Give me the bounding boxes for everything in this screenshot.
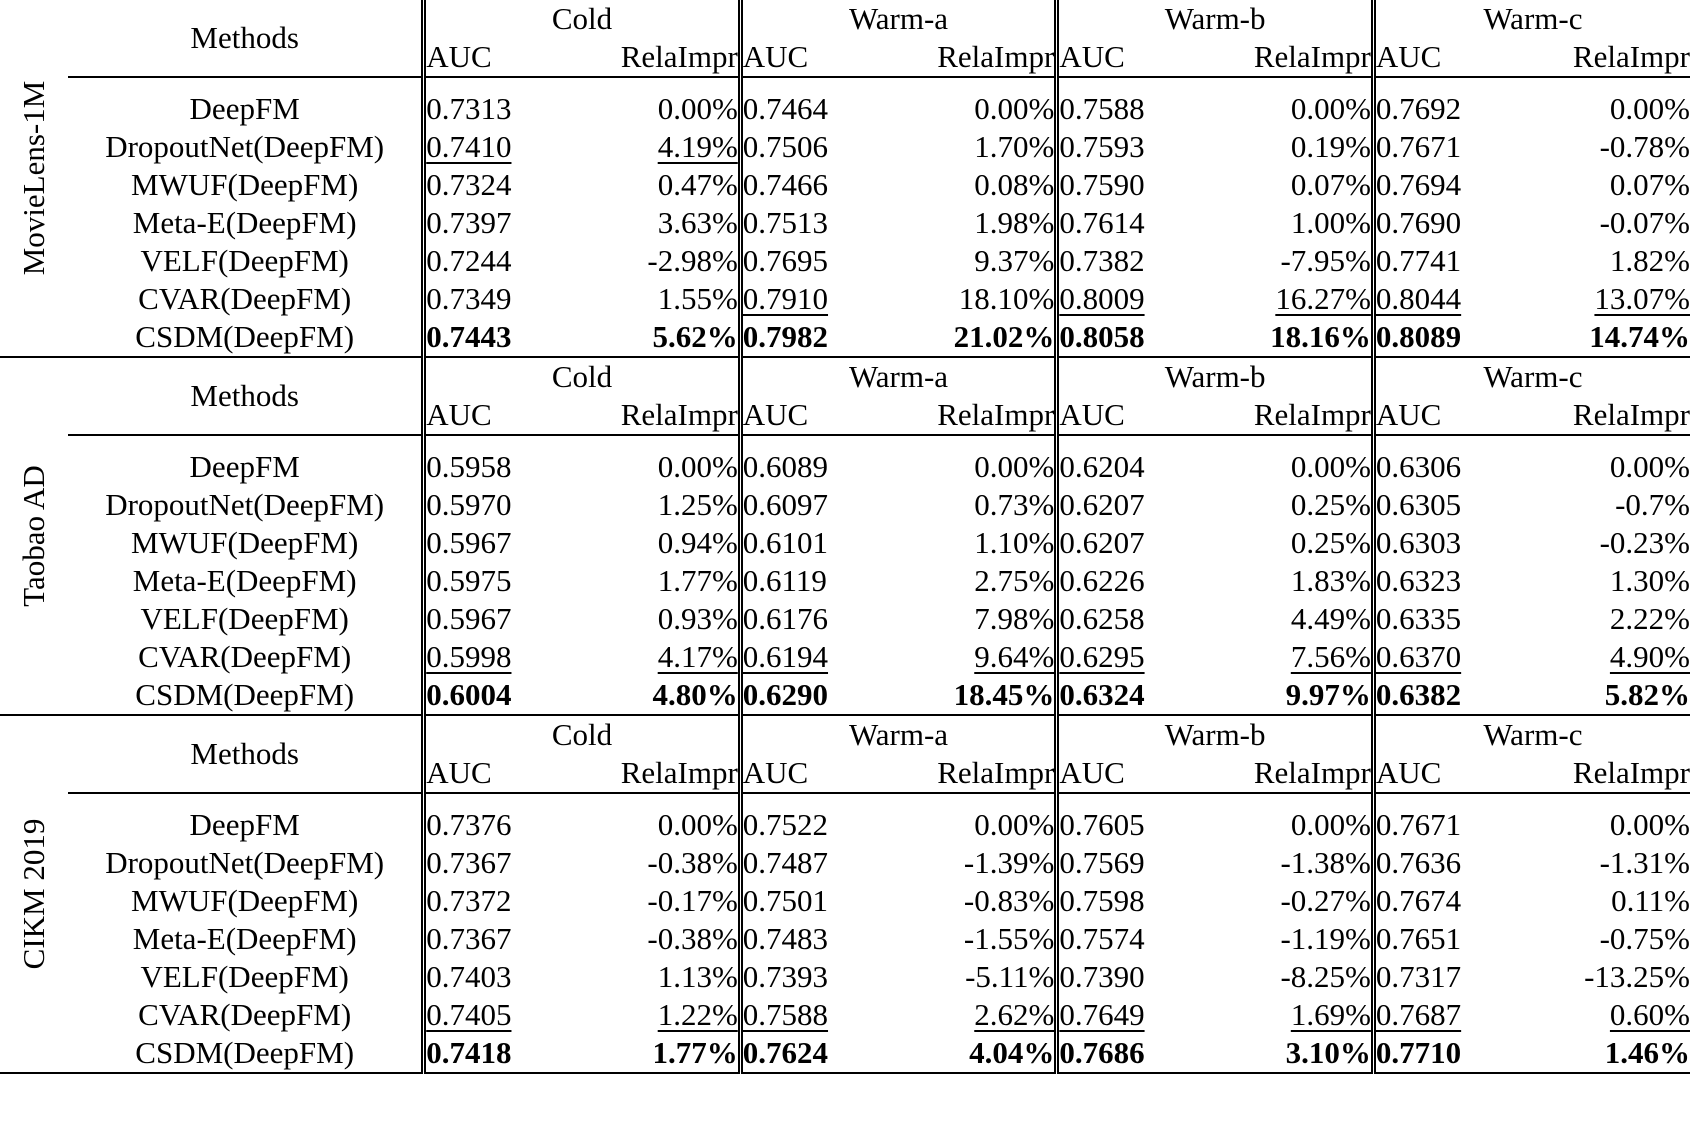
subheader-auc: AUC bbox=[424, 396, 524, 435]
relaimpr-value: 0.00% bbox=[1609, 91, 1690, 126]
auc-value: 0.7349 bbox=[426, 281, 512, 316]
relaimpr-value: 18.10% bbox=[958, 281, 1055, 316]
relaimpr-value: -1.39% bbox=[963, 845, 1055, 880]
relaimpr-value: -1.55% bbox=[963, 921, 1055, 956]
auc-value: 0.6382 bbox=[1375, 677, 1462, 712]
auc-value: 0.6306 bbox=[1375, 449, 1462, 484]
subheader-auc: AUC bbox=[424, 754, 524, 793]
subheader-relaimpr: RelaImpr bbox=[840, 754, 1056, 793]
relaimpr-value: 0.00% bbox=[1290, 91, 1371, 126]
subheader-auc: AUC bbox=[1373, 38, 1473, 77]
auc-value: 0.7410 bbox=[426, 129, 512, 164]
relaimpr-value: 16.27% bbox=[1275, 281, 1371, 316]
relaimpr-value: -1.38% bbox=[1280, 845, 1371, 880]
subheader-auc: AUC bbox=[1057, 396, 1157, 435]
auc-value: 0.7590 bbox=[1059, 167, 1145, 202]
auc-value: 0.6295 bbox=[1059, 639, 1145, 674]
table-row bbox=[0, 638, 1690, 676]
table-row bbox=[0, 486, 1690, 524]
relaimpr-value: 0.00% bbox=[657, 449, 738, 484]
header-group-row bbox=[0, 715, 1690, 754]
auc-value: 0.7464 bbox=[742, 91, 829, 126]
subheader-relaimpr: RelaImpr bbox=[524, 38, 740, 77]
auc-value: 0.7403 bbox=[426, 959, 512, 994]
auc-value: 0.7598 bbox=[1059, 883, 1145, 918]
relaimpr-value: 4.80% bbox=[652, 677, 738, 712]
auc-value: 0.7695 bbox=[742, 243, 829, 278]
auc-value: 0.7593 bbox=[1059, 129, 1145, 164]
auc-value: 0.7982 bbox=[742, 319, 829, 354]
dataset-label: MovieLens-1M bbox=[16, 80, 52, 276]
relaimpr-value: 3.63% bbox=[657, 205, 738, 240]
relaimpr-value: 1.77% bbox=[652, 1035, 738, 1070]
auc-value: 0.8058 bbox=[1059, 319, 1145, 354]
spacer-row bbox=[0, 435, 1690, 448]
relaimpr-value: 0.00% bbox=[974, 807, 1055, 842]
method-name: VELF(DeepFM) bbox=[140, 243, 349, 278]
table-row bbox=[0, 920, 1690, 958]
relaimpr-value: 2.22% bbox=[1609, 601, 1690, 636]
relaimpr-value: 5.82% bbox=[1604, 677, 1690, 712]
auc-value: 0.6089 bbox=[742, 449, 829, 484]
subheader-auc: AUC bbox=[1057, 754, 1157, 793]
method-name: CVAR(DeepFM) bbox=[138, 997, 352, 1032]
auc-value: 0.7569 bbox=[1059, 845, 1145, 880]
relaimpr-value: 1.69% bbox=[1290, 997, 1371, 1032]
auc-value: 0.7513 bbox=[742, 205, 829, 240]
relaimpr-value: -0.78% bbox=[1599, 129, 1690, 164]
auc-value: 0.7367 bbox=[426, 845, 512, 880]
auc-value: 0.7614 bbox=[1059, 205, 1145, 240]
relaimpr-value: -0.27% bbox=[1280, 883, 1371, 918]
group-header-cold: Cold bbox=[424, 715, 741, 754]
spacer-row bbox=[0, 77, 1690, 90]
relaimpr-value: 2.75% bbox=[974, 563, 1055, 598]
relaimpr-value: 4.49% bbox=[1290, 601, 1371, 636]
auc-value: 0.5970 bbox=[426, 487, 512, 522]
method-name: CVAR(DeepFM) bbox=[138, 281, 352, 316]
methods-header: Methods bbox=[68, 715, 424, 793]
table-row bbox=[0, 562, 1690, 600]
relaimpr-value: 4.90% bbox=[1609, 639, 1690, 674]
auc-value: 0.6176 bbox=[742, 601, 829, 636]
auc-value: 0.7588 bbox=[742, 997, 829, 1032]
table-row bbox=[0, 204, 1690, 242]
subheader-relaimpr: RelaImpr bbox=[524, 754, 740, 793]
relaimpr-value: 1.83% bbox=[1290, 563, 1371, 598]
subheader-auc: AUC bbox=[1373, 754, 1473, 793]
subheader-relaimpr: RelaImpr bbox=[1474, 396, 1690, 435]
auc-value: 0.7522 bbox=[742, 807, 829, 842]
method-name: DropoutNet(DeepFM) bbox=[105, 487, 385, 522]
method-name: Meta-E(DeepFM) bbox=[132, 563, 357, 598]
subheader-auc: AUC bbox=[740, 38, 840, 77]
relaimpr-value: 0.00% bbox=[1609, 449, 1690, 484]
subheader-auc: AUC bbox=[740, 396, 840, 435]
auc-value: 0.6207 bbox=[1059, 525, 1145, 560]
relaimpr-value: 18.16% bbox=[1270, 319, 1371, 354]
auc-value: 0.7687 bbox=[1375, 997, 1462, 1032]
table-row bbox=[0, 806, 1690, 844]
relaimpr-value: 1.70% bbox=[974, 129, 1055, 164]
auc-value: 0.7393 bbox=[742, 959, 829, 994]
auc-value: 0.7686 bbox=[1059, 1035, 1145, 1070]
method-name: MWUF(DeepFM) bbox=[131, 525, 359, 560]
group-header-warm-c: Warm-c bbox=[1373, 0, 1690, 38]
table-row bbox=[0, 1034, 1690, 1073]
relaimpr-value: 1.55% bbox=[657, 281, 738, 316]
group-header-warm-a: Warm-a bbox=[740, 715, 1057, 754]
auc-value: 0.7443 bbox=[426, 319, 512, 354]
auc-value: 0.7397 bbox=[426, 205, 512, 240]
auc-value: 0.7741 bbox=[1375, 243, 1462, 278]
method-name: DeepFM bbox=[189, 449, 300, 484]
relaimpr-value: 0.19% bbox=[1290, 129, 1371, 164]
table-row bbox=[0, 90, 1690, 128]
auc-value: 0.7506 bbox=[742, 129, 829, 164]
dataset-label-cell bbox=[0, 0, 68, 357]
subheader-relaimpr: RelaImpr bbox=[1157, 38, 1373, 77]
relaimpr-value: 7.98% bbox=[974, 601, 1055, 636]
relaimpr-value: 0.00% bbox=[1609, 807, 1690, 842]
relaimpr-value: 1.30% bbox=[1609, 563, 1690, 598]
subheader-relaimpr: RelaImpr bbox=[1474, 38, 1690, 77]
group-header-warm-b: Warm-b bbox=[1057, 357, 1374, 396]
auc-value: 0.7636 bbox=[1375, 845, 1462, 880]
table-row bbox=[0, 524, 1690, 562]
auc-value: 0.6004 bbox=[426, 677, 512, 712]
relaimpr-value: 4.04% bbox=[969, 1035, 1055, 1070]
relaimpr-value: 9.37% bbox=[974, 243, 1055, 278]
group-header-cold: Cold bbox=[424, 357, 741, 396]
table-row bbox=[0, 600, 1690, 638]
auc-value: 0.7324 bbox=[426, 167, 512, 202]
auc-value: 0.6305 bbox=[1375, 487, 1462, 522]
relaimpr-value: 2.62% bbox=[974, 997, 1055, 1032]
auc-value: 0.7649 bbox=[1059, 997, 1145, 1032]
auc-value: 0.7588 bbox=[1059, 91, 1145, 126]
auc-value: 0.7710 bbox=[1375, 1035, 1462, 1070]
relaimpr-value: -0.23% bbox=[1599, 525, 1690, 560]
auc-value: 0.5975 bbox=[426, 563, 512, 598]
subheader-auc: AUC bbox=[740, 754, 840, 793]
table-row bbox=[0, 676, 1690, 715]
relaimpr-value: -13.25% bbox=[1584, 959, 1690, 994]
relaimpr-value: 1.10% bbox=[974, 525, 1055, 560]
relaimpr-value: -0.38% bbox=[647, 921, 738, 956]
relaimpr-value: 0.73% bbox=[974, 487, 1055, 522]
header-group-row bbox=[0, 0, 1690, 38]
relaimpr-value: 3.10% bbox=[1285, 1035, 1371, 1070]
relaimpr-value: 0.00% bbox=[657, 807, 738, 842]
relaimpr-value: -0.38% bbox=[647, 845, 738, 880]
auc-value: 0.7692 bbox=[1375, 91, 1462, 126]
spacer-row bbox=[0, 793, 1690, 806]
relaimpr-value: 7.56% bbox=[1290, 639, 1371, 674]
table-row bbox=[0, 844, 1690, 882]
relaimpr-value: 14.74% bbox=[1589, 319, 1690, 354]
group-header-warm-c: Warm-c bbox=[1373, 715, 1690, 754]
relaimpr-value: 0.11% bbox=[1611, 883, 1690, 918]
relaimpr-value: 13.07% bbox=[1594, 281, 1690, 316]
relaimpr-value: 0.47% bbox=[657, 167, 738, 202]
relaimpr-value: 0.00% bbox=[1290, 449, 1371, 484]
auc-value: 0.7910 bbox=[742, 281, 829, 316]
auc-value: 0.6335 bbox=[1375, 601, 1462, 636]
auc-value: 0.7376 bbox=[426, 807, 512, 842]
auc-value: 0.5967 bbox=[426, 525, 512, 560]
relaimpr-value: -2.98% bbox=[647, 243, 738, 278]
auc-value: 0.6207 bbox=[1059, 487, 1145, 522]
relaimpr-value: 1.25% bbox=[657, 487, 738, 522]
auc-value: 0.8089 bbox=[1375, 319, 1462, 354]
header-group-row bbox=[0, 357, 1690, 396]
table-row bbox=[0, 882, 1690, 920]
relaimpr-value: 0.25% bbox=[1290, 525, 1371, 560]
relaimpr-value: 0.07% bbox=[1290, 167, 1371, 202]
table-row bbox=[0, 280, 1690, 318]
relaimpr-value: -0.07% bbox=[1599, 205, 1690, 240]
relaimpr-value: 0.00% bbox=[974, 449, 1055, 484]
relaimpr-value: 18.45% bbox=[953, 677, 1055, 712]
table-row bbox=[0, 166, 1690, 204]
method-name: MWUF(DeepFM) bbox=[131, 167, 359, 202]
subheader-relaimpr: RelaImpr bbox=[1474, 754, 1690, 793]
auc-value: 0.6194 bbox=[742, 639, 829, 674]
auc-value: 0.8009 bbox=[1059, 281, 1145, 316]
method-name: VELF(DeepFM) bbox=[140, 959, 349, 994]
auc-value: 0.6119 bbox=[742, 563, 827, 598]
auc-value: 0.5958 bbox=[426, 449, 512, 484]
auc-value: 0.6204 bbox=[1059, 449, 1145, 484]
relaimpr-value: -0.17% bbox=[647, 883, 738, 918]
relaimpr-value: 0.07% bbox=[1609, 167, 1690, 202]
relaimpr-value: 4.19% bbox=[657, 129, 738, 164]
relaimpr-value: 1.98% bbox=[974, 205, 1055, 240]
subheader-auc: AUC bbox=[424, 38, 524, 77]
relaimpr-value: 0.00% bbox=[1290, 807, 1371, 842]
auc-value: 0.7418 bbox=[426, 1035, 512, 1070]
auc-value: 0.7244 bbox=[426, 243, 512, 278]
auc-value: 0.7382 bbox=[1059, 243, 1145, 278]
table-row bbox=[0, 318, 1690, 357]
table-row bbox=[0, 958, 1690, 996]
relaimpr-value: 5.62% bbox=[652, 319, 738, 354]
auc-value: 0.7405 bbox=[426, 997, 512, 1032]
method-name: Meta-E(DeepFM) bbox=[132, 205, 357, 240]
auc-value: 0.6258 bbox=[1059, 601, 1145, 636]
group-header-cold: Cold bbox=[424, 0, 741, 38]
subheader-relaimpr: RelaImpr bbox=[840, 38, 1056, 77]
subheader-relaimpr: RelaImpr bbox=[840, 396, 1056, 435]
methods-header: Methods bbox=[68, 0, 424, 77]
table-row bbox=[0, 242, 1690, 280]
auc-value: 0.7313 bbox=[426, 91, 512, 126]
relaimpr-value: 0.00% bbox=[974, 91, 1055, 126]
auc-value: 0.5967 bbox=[426, 601, 512, 636]
relaimpr-value: -1.31% bbox=[1599, 845, 1690, 880]
relaimpr-value: -7.95% bbox=[1280, 243, 1371, 278]
relaimpr-value: -0.7% bbox=[1615, 487, 1690, 522]
relaimpr-value: -8.25% bbox=[1280, 959, 1371, 994]
auc-value: 0.6097 bbox=[742, 487, 829, 522]
relaimpr-value: 0.25% bbox=[1290, 487, 1371, 522]
method-name: DeepFM bbox=[189, 91, 300, 126]
method-name: DeepFM bbox=[189, 807, 300, 842]
table-row bbox=[0, 128, 1690, 166]
relaimpr-value: 1.00% bbox=[1290, 205, 1371, 240]
relaimpr-value: 9.97% bbox=[1285, 677, 1371, 712]
relaimpr-value: -0.83% bbox=[963, 883, 1055, 918]
group-header-warm-b: Warm-b bbox=[1057, 0, 1374, 38]
subheader-relaimpr: RelaImpr bbox=[1157, 396, 1373, 435]
relaimpr-value: 1.77% bbox=[657, 563, 738, 598]
dataset-label: Taobao AD bbox=[16, 465, 52, 607]
auc-value: 0.7466 bbox=[742, 167, 829, 202]
table-row bbox=[0, 996, 1690, 1034]
auc-value: 0.7671 bbox=[1375, 129, 1462, 164]
group-header-warm-a: Warm-a bbox=[740, 357, 1057, 396]
auc-value: 0.7690 bbox=[1375, 205, 1462, 240]
auc-value: 0.7674 bbox=[1375, 883, 1462, 918]
auc-value: 0.5998 bbox=[426, 639, 512, 674]
relaimpr-value: 0.93% bbox=[657, 601, 738, 636]
auc-value: 0.7574 bbox=[1059, 921, 1145, 956]
auc-value: 0.6226 bbox=[1059, 563, 1145, 598]
auc-value: 0.6323 bbox=[1375, 563, 1462, 598]
subheader-auc: AUC bbox=[1373, 396, 1473, 435]
relaimpr-value: 1.22% bbox=[657, 997, 738, 1032]
auc-value: 0.7372 bbox=[426, 883, 512, 918]
relaimpr-value: -5.11% bbox=[965, 959, 1055, 994]
method-name: DropoutNet(DeepFM) bbox=[105, 845, 385, 880]
auc-value: 0.7367 bbox=[426, 921, 512, 956]
relaimpr-value: 9.64% bbox=[974, 639, 1055, 674]
dataset-label: CIKM 2019 bbox=[16, 818, 52, 970]
group-header-warm-c: Warm-c bbox=[1373, 357, 1690, 396]
auc-value: 0.7317 bbox=[1375, 959, 1462, 994]
auc-value: 0.6324 bbox=[1059, 677, 1145, 712]
relaimpr-value: 1.46% bbox=[1604, 1035, 1690, 1070]
auc-value: 0.7501 bbox=[742, 883, 829, 918]
auc-value: 0.7390 bbox=[1059, 959, 1145, 994]
relaimpr-value: 1.82% bbox=[1609, 243, 1690, 278]
relaimpr-value: 1.13% bbox=[657, 959, 738, 994]
group-header-warm-b: Warm-b bbox=[1057, 715, 1374, 754]
auc-value: 0.6370 bbox=[1375, 639, 1462, 674]
method-name: MWUF(DeepFM) bbox=[131, 883, 359, 918]
table-row bbox=[0, 448, 1690, 486]
auc-value: 0.7624 bbox=[742, 1035, 829, 1070]
auc-value: 0.6101 bbox=[742, 525, 829, 560]
auc-value: 0.6290 bbox=[742, 677, 829, 712]
dataset-label-cell bbox=[0, 715, 68, 1073]
method-name: CSDM(DeepFM) bbox=[68, 1034, 424, 1073]
auc-value: 0.7605 bbox=[1059, 807, 1145, 842]
group-header-warm-a: Warm-a bbox=[740, 0, 1057, 38]
auc-value: 0.6303 bbox=[1375, 525, 1462, 560]
method-name: VELF(DeepFM) bbox=[140, 601, 349, 636]
relaimpr-value: 21.02% bbox=[953, 319, 1055, 354]
subheader-auc: AUC bbox=[1057, 38, 1157, 77]
auc-value: 0.7487 bbox=[742, 845, 829, 880]
auc-value: 0.7483 bbox=[742, 921, 829, 956]
auc-value: 0.7671 bbox=[1375, 807, 1462, 842]
method-name: CSDM(DeepFM) bbox=[68, 318, 424, 357]
relaimpr-value: 0.08% bbox=[974, 167, 1055, 202]
relaimpr-value: 0.00% bbox=[657, 91, 738, 126]
methods-header: Methods bbox=[68, 357, 424, 435]
method-name: CVAR(DeepFM) bbox=[138, 639, 352, 674]
method-name: DropoutNet(DeepFM) bbox=[105, 129, 385, 164]
relaimpr-value: 4.17% bbox=[657, 639, 738, 674]
method-name: CSDM(DeepFM) bbox=[68, 676, 424, 715]
auc-value: 0.7651 bbox=[1375, 921, 1462, 956]
relaimpr-value: 0.94% bbox=[657, 525, 738, 560]
auc-value: 0.7694 bbox=[1375, 167, 1462, 202]
relaimpr-value: -1.19% bbox=[1280, 921, 1371, 956]
relaimpr-value: 0.60% bbox=[1609, 997, 1690, 1032]
subheader-relaimpr: RelaImpr bbox=[1157, 754, 1373, 793]
dataset-label-cell bbox=[0, 357, 68, 715]
method-name: Meta-E(DeepFM) bbox=[132, 921, 357, 956]
relaimpr-value: -0.75% bbox=[1599, 921, 1690, 956]
subheader-relaimpr: RelaImpr bbox=[524, 396, 740, 435]
auc-value: 0.8044 bbox=[1375, 281, 1462, 316]
